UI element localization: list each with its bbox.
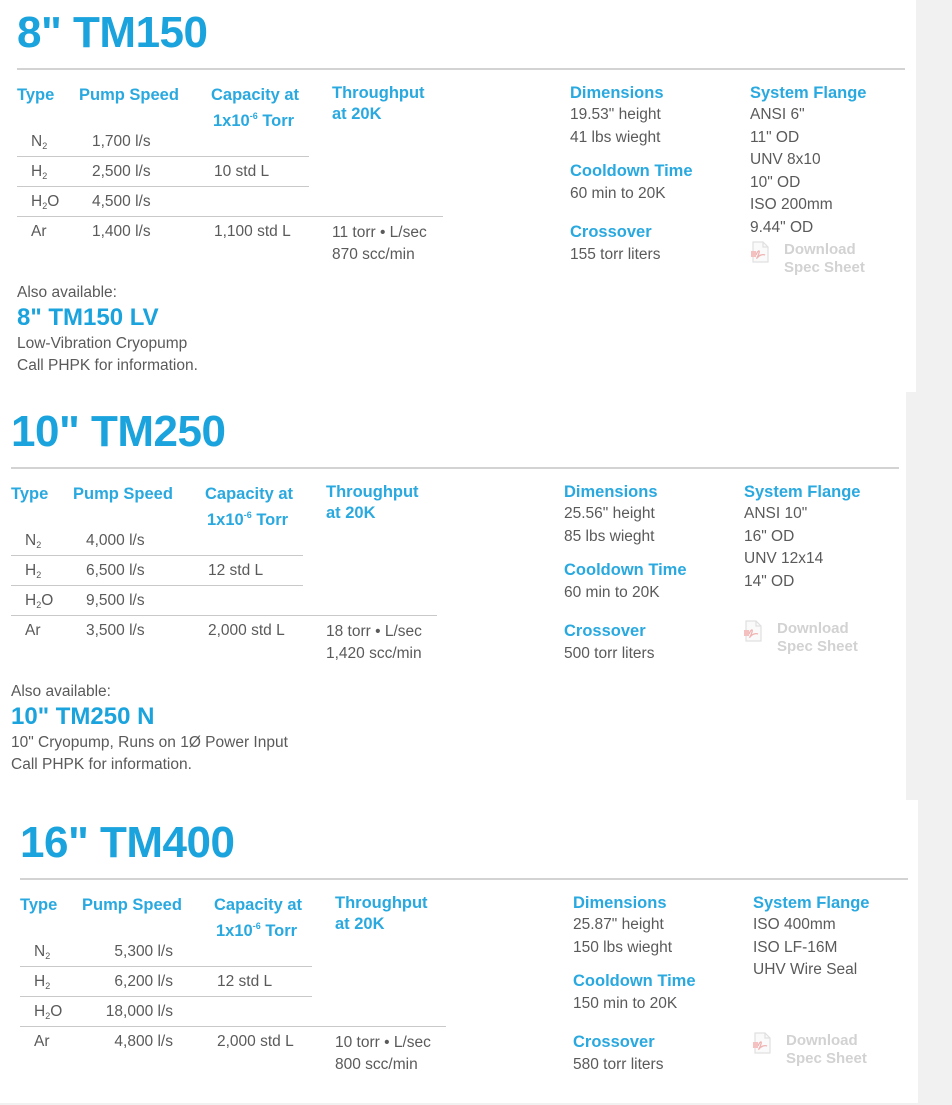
dimensions-value: 19.53" height 41 lbs wieght bbox=[570, 106, 661, 146]
gas-n2: $N_2$ bbox=[31, 133, 48, 151]
type-header: Type bbox=[17, 86, 55, 104]
cooldown-label: Cooldown Time bbox=[564, 561, 687, 579]
system-flange-value bbox=[750, 104, 833, 239]
system-flange-value bbox=[744, 503, 823, 593]
row-divider bbox=[17, 216, 443, 217]
pump-speed-header: Pump Speed bbox=[82, 896, 182, 914]
flange-item: ANSI 10" bbox=[744, 505, 808, 522]
product-title: 10" TM250 bbox=[11, 407, 226, 456]
speed-ar: 1,400 l/s bbox=[92, 223, 151, 240]
gas-h2: $H_2$ bbox=[34, 973, 51, 991]
speed-h2: 2,500 l/s bbox=[92, 163, 151, 180]
cooldown-label: Cooldown Time bbox=[573, 972, 696, 990]
dimensions-label: Dimensions bbox=[570, 84, 664, 102]
speed-ar: 3,500 l/s bbox=[86, 622, 145, 639]
also-available-description: 10" Cryopump, Runs on 1Ø Power Input bbox=[11, 734, 288, 751]
download-spec-sheet-label: Download Spec Sheet bbox=[786, 1032, 867, 1067]
gas-ar: Ar bbox=[25, 622, 41, 639]
capacity-h2: 10 std L bbox=[214, 163, 270, 180]
cooldown-value: 150 min to 20K bbox=[573, 995, 678, 1012]
speed-h2o: 4,500 l/s bbox=[92, 193, 151, 210]
cooldown-value: 60 min to 20K bbox=[564, 584, 660, 601]
throughput-header: Throughput at 20K bbox=[326, 483, 419, 522]
gas-n2: $N_2$ bbox=[25, 532, 42, 550]
row-divider bbox=[11, 615, 437, 616]
gas-ar: Ar bbox=[34, 1033, 50, 1050]
also-available-description: Low-Vibration Cryopump bbox=[17, 335, 188, 352]
system-flange-value bbox=[753, 914, 857, 982]
crossover-value: 500 torr liters bbox=[564, 645, 655, 662]
speed-h2o: 18,000 l/s bbox=[105, 1003, 173, 1020]
flange-item: ISO LF-16M bbox=[753, 938, 838, 956]
gas-h2: $H_2$ bbox=[31, 163, 48, 181]
gas-ar: Ar bbox=[31, 223, 47, 240]
title-divider bbox=[20, 878, 908, 880]
system-flange-label: System Flange bbox=[750, 84, 867, 102]
download-spec-sheet-link[interactable] bbox=[752, 1032, 867, 1068]
type-header: Type bbox=[20, 896, 58, 914]
speed-h2: 6,500 l/s bbox=[86, 562, 145, 579]
crossover-label: Crossover bbox=[564, 622, 646, 640]
cooldown-value: 60 min to 20K bbox=[570, 185, 666, 202]
speed-h2o: 9,500 l/s bbox=[86, 592, 145, 609]
system-flange-label: System Flange bbox=[753, 894, 870, 912]
also-available-title: 10" TM250 N bbox=[11, 703, 155, 730]
flange-item: 14" OD bbox=[744, 572, 795, 590]
row-divider bbox=[11, 555, 303, 556]
flange-item: 10" OD bbox=[750, 173, 801, 191]
capacity-h2: 12 std L bbox=[217, 973, 273, 990]
gas-h2o: $H_2O$ bbox=[34, 1003, 63, 1021]
speed-n2: 1,700 l/s bbox=[92, 133, 151, 150]
also-available-contact: Call PHPK for information. bbox=[11, 756, 192, 773]
gas-n2: $N_2$ bbox=[34, 943, 51, 961]
title-divider bbox=[11, 467, 899, 469]
dimensions-label: Dimensions bbox=[573, 894, 667, 912]
dimensions-value: 25.87" height 150 lbs wieght bbox=[573, 916, 673, 956]
cooldown-label: Cooldown Time bbox=[570, 162, 693, 180]
capacity-header: Capacity at $1x10^{-6}$ Torr bbox=[205, 485, 294, 529]
type-header: Type bbox=[11, 485, 49, 503]
throughput-value: 10 torr • L/sec 800 scc/min bbox=[335, 1034, 431, 1073]
capacity-h2: 12 std L bbox=[208, 562, 264, 579]
product-title: 8" TM150 bbox=[17, 8, 208, 57]
pdf-document-icon bbox=[743, 620, 763, 642]
capacity-header: Capacity at $1x10^{-6}$ Torr bbox=[214, 896, 303, 940]
download-spec-sheet-label: Download Spec Sheet bbox=[784, 241, 865, 276]
capacity-ar: 2,000 std L bbox=[208, 622, 285, 639]
also-available-title: 8" TM150 LV bbox=[17, 304, 159, 331]
pump-speed-header: Pump Speed bbox=[73, 485, 173, 503]
throughput-value: 18 torr • L/sec 1,420 scc/min bbox=[326, 623, 422, 662]
flange-item: UHV Wire Seal bbox=[753, 961, 858, 978]
flange-item: ANSI 6" bbox=[750, 106, 805, 123]
throughput-value: 11 torr • L/sec 870 scc/min bbox=[332, 224, 427, 263]
flange-item: UNV 12x14 bbox=[744, 550, 824, 567]
flange-item: ISO 400mm bbox=[753, 916, 836, 933]
dimensions-label: Dimensions bbox=[564, 483, 658, 501]
system-flange-label: System Flange bbox=[744, 483, 861, 501]
row-divider bbox=[20, 1026, 446, 1027]
gas-h2: $H_2$ bbox=[25, 562, 42, 580]
crossover-value: 155 torr liters bbox=[570, 246, 661, 263]
row-divider bbox=[17, 156, 309, 157]
row-divider bbox=[20, 996, 312, 997]
gas-h2o: $H_2O$ bbox=[25, 592, 54, 610]
also-available-label: Also available: bbox=[17, 284, 117, 301]
row-divider bbox=[20, 966, 312, 967]
also-available-label: Also available: bbox=[11, 683, 111, 700]
speed-n2: 5,300 l/s bbox=[114, 943, 173, 960]
download-spec-sheet-link[interactable] bbox=[750, 241, 865, 277]
throughput-header: Throughput at 20K bbox=[332, 84, 425, 123]
pdf-document-icon bbox=[750, 241, 770, 263]
capacity-ar: 2,000 std L bbox=[217, 1033, 294, 1050]
speed-h2: 6,200 l/s bbox=[114, 973, 173, 990]
row-divider bbox=[17, 186, 309, 187]
gas-h2o: $H_2O$ bbox=[31, 193, 60, 211]
title-divider bbox=[17, 68, 905, 70]
speed-n2: 4,000 l/s bbox=[86, 532, 145, 549]
pdf-document-icon bbox=[752, 1032, 772, 1054]
throughput-header: Throughput at 20K bbox=[335, 894, 428, 933]
also-available-contact: Call PHPK for information. bbox=[17, 357, 198, 374]
row-divider bbox=[11, 585, 303, 586]
capacity-ar: 1,100 std L bbox=[214, 223, 291, 240]
crossover-label: Crossover bbox=[573, 1033, 655, 1051]
dimensions-value: 25.56" height 85 lbs wieght bbox=[564, 505, 655, 545]
download-spec-sheet-link[interactable] bbox=[743, 620, 858, 656]
flange-item: 11" OD bbox=[750, 128, 800, 146]
pump-speed-header: Pump Speed bbox=[79, 86, 179, 104]
crossover-value: 580 torr liters bbox=[573, 1056, 664, 1073]
capacity-header: Capacity at $1x10^{-6}$ Torr bbox=[211, 86, 300, 130]
speed-ar: 4,800 l/s bbox=[114, 1033, 173, 1050]
flange-item: UNV 8x10 bbox=[750, 151, 821, 168]
flange-item: ISO 200mm bbox=[750, 196, 833, 213]
flange-item: 9.44" OD bbox=[750, 218, 814, 236]
download-spec-sheet-label: Download Spec Sheet bbox=[777, 620, 858, 655]
crossover-label: Crossover bbox=[570, 223, 652, 241]
product-title: 16" TM400 bbox=[20, 818, 235, 867]
flange-item: 16" OD bbox=[744, 527, 795, 545]
